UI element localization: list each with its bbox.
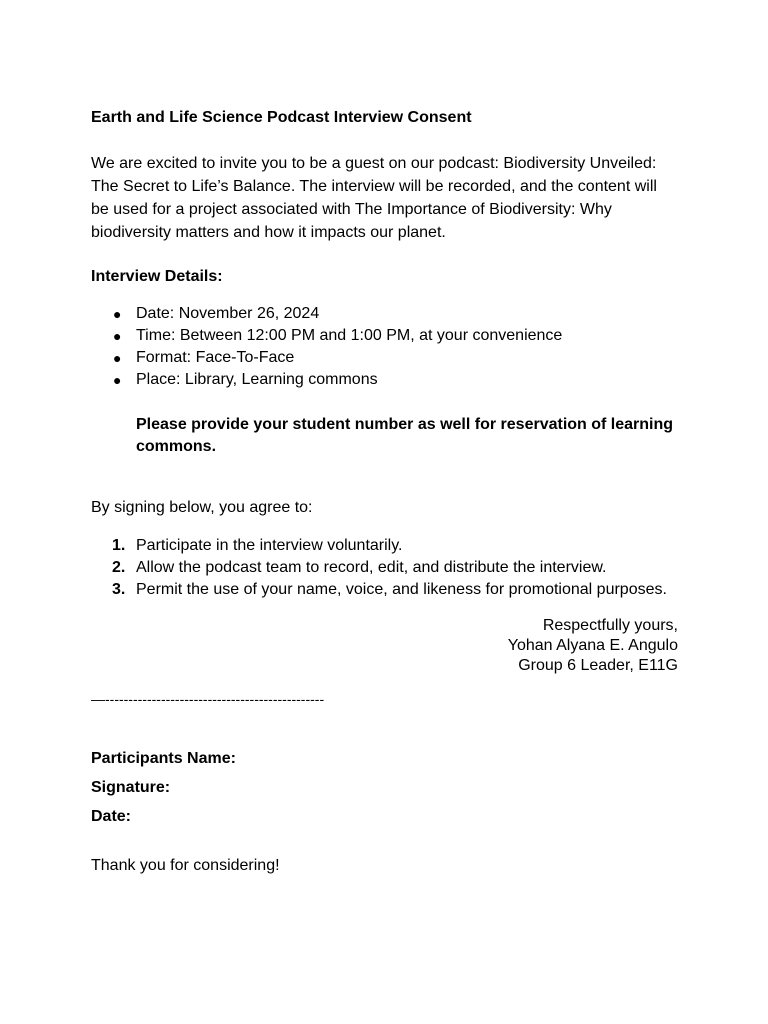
closing-role: Group 6 Leader, E11G xyxy=(518,657,678,674)
bullet-icon: ● xyxy=(113,306,122,322)
agreement-text: Permit the use of your name, voice, and likeness for promotional purposes. xyxy=(136,581,667,598)
bullet-icon: ● xyxy=(113,350,122,366)
bullet-icon: ● xyxy=(113,372,122,388)
details-item-format xyxy=(91,347,678,369)
closing-salutation: Respectfully yours, xyxy=(542,617,678,634)
details-item-place xyxy=(91,369,678,391)
agreement-number: 2. xyxy=(112,559,126,576)
agreement-number: 3. xyxy=(112,581,126,598)
agreement-item xyxy=(91,557,678,579)
details-item-text: Date: November 26, 2024 xyxy=(136,305,320,322)
details-list xyxy=(91,303,678,391)
thanks-text: Thank you for considering! xyxy=(91,857,280,874)
bullet-icon: ● xyxy=(113,328,122,344)
agreement-text: Participate in the interview voluntarily. xyxy=(136,537,403,554)
closing-name: Yohan Alyana E. Angulo xyxy=(507,637,678,654)
student-number-note: Please provide your student number as well for reservation of learning commons. xyxy=(136,416,674,455)
document-title: Earth and Life Science Podcast Interview Consent xyxy=(91,109,472,126)
consent-document xyxy=(91,108,678,876)
agreement-item xyxy=(91,579,678,601)
details-item-text: Place: Library, Learning commons xyxy=(136,371,378,388)
details-item-date xyxy=(91,303,678,325)
closing-block xyxy=(91,616,678,676)
signature-fields xyxy=(91,749,678,827)
details-item-time xyxy=(91,325,678,347)
signature-label: Signature: xyxy=(91,779,171,796)
agreements-list xyxy=(91,535,678,601)
participant-name-label: Participants Name: xyxy=(91,750,236,767)
agree-intro: By signing below, you agree to: xyxy=(91,499,313,516)
agreement-item xyxy=(91,535,678,557)
details-item-text: Time: Between 12:00 PM and 1:00 PM, at your convenience xyxy=(136,327,563,344)
agreement-number: 1. xyxy=(112,537,126,554)
signature-divider: —----------------------------------------------- xyxy=(91,691,325,707)
agreement-text: Allow the podcast team to record, edit, and distribute the interview. xyxy=(136,559,607,576)
date-label: Date: xyxy=(91,808,132,825)
details-item-text: Format: Face-To-Face xyxy=(136,349,295,366)
intro-paragraph: We are excited to invite you to be a guest on our podcast: Biodiversity Unveiled: The Secret to Life’s Balance. The interview will be recorded, and the content will be used for a project associated with The Importance of Biodiversity: Why biodiversity matters and how it impacts our planet. xyxy=(91,155,657,241)
details-heading: Interview Details: xyxy=(91,268,223,285)
